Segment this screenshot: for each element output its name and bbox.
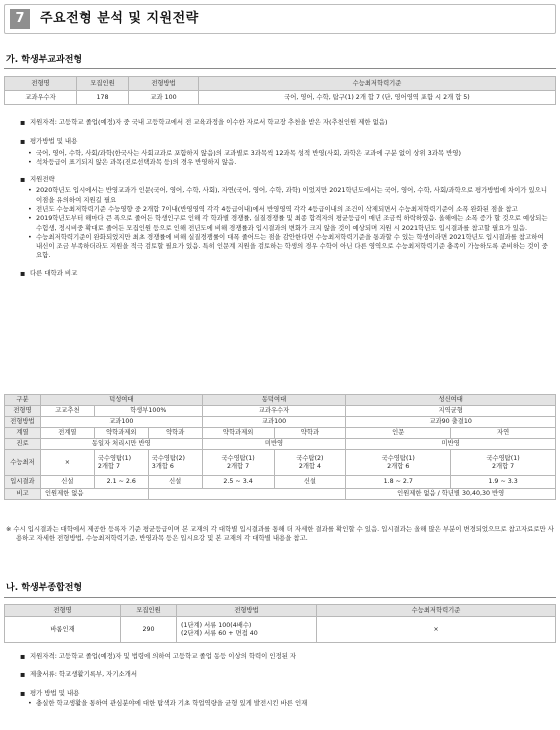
table-cell xyxy=(148,489,346,500)
row-label: 수능최저 xyxy=(5,450,41,476)
table-cell: 178 xyxy=(77,91,129,105)
table-cell: 1.9 ~ 3.3 xyxy=(451,476,556,489)
strategy-title: ▪ 지원전략 xyxy=(20,175,550,184)
row-label: 전형명 xyxy=(5,406,41,417)
table-cell: 교과우수자 xyxy=(202,406,346,417)
table-cell: 고교추천 xyxy=(40,406,94,417)
table-header: 덕성여대 xyxy=(40,395,202,406)
eval-title: ▪ 평가방법 및 내용 xyxy=(20,137,550,146)
table-cell: 국수영탐(1) 2개합 6 xyxy=(346,450,451,476)
part-a-title: 가. 학생부교과전형 xyxy=(6,55,83,65)
table-header: 성신여대 xyxy=(346,395,556,406)
table-cell: 2.5 ~ 3.4 xyxy=(202,476,274,489)
compare-title: ▪ 다른 대학과 비교 xyxy=(20,269,550,278)
table-cell: 동일자 처리시만 반영 xyxy=(40,439,202,450)
list-item: • 2019학년도부터 해마다 큰 폭으로 줄어든 학생인구로 인해 각 학과별 경쟁률, 실질경쟁률 및 최종 합격자의 평균등급이 매년 조금씩 하락하였음. 올해에는 소폭 증가 할 것으로 예상되는 수험생, 정시비중 확대로 줄어든 모집인원 등으로 인해 전년도에 비해 경쟁률과 입시결과의 변화가 크지 않을 것이 예상되며 지원 시 2021학년도 입시결과를 참고할 필요가 있음. xyxy=(20,214,550,233)
table-cell: 국수탐(2) 2개합 4 xyxy=(274,450,346,476)
table-cell: 약학과 xyxy=(274,428,346,439)
list-item: • 석차등급이 표기되지 않은 과목(진로선택과목 등)의 경우 반영하지 않음. xyxy=(20,158,550,167)
table-cell: 교과 100 xyxy=(129,91,199,105)
table-cell: 미반영 xyxy=(346,439,556,450)
table-cell: 인문 xyxy=(346,428,451,439)
list-item: • 국어, 영어, 수학, 사회/과학(한국사는 사회교과로 포함하지 않음)의 교과별로 3과목씩 12과목 성적 반영(사회, 과학은 교과에 구분 없이 상위 3과목 반영) xyxy=(20,149,550,158)
table-cell: 전계열 xyxy=(40,428,94,439)
table-header: 구분 xyxy=(5,395,41,406)
section-header xyxy=(4,4,556,34)
method-line: (1단계) 서류 100(4배수) xyxy=(181,621,252,629)
table-cell: 미반영 xyxy=(202,439,346,450)
comparison-table xyxy=(4,394,556,500)
table-cell: 교과우수자 xyxy=(5,91,77,105)
part-b-summary-table xyxy=(4,604,556,643)
table-cell: 국수영탐(1) 2개합 7 xyxy=(94,450,148,476)
row-label: 입시결과 xyxy=(5,476,41,489)
section-title: 주요전형 분석 및 지원전략 xyxy=(40,10,199,26)
documents-text: ▪ 제출서류: 학교생활기록부, 자기소개서 xyxy=(20,670,550,679)
table-cell: 신설 xyxy=(148,476,202,489)
table-cell: 교과100 xyxy=(40,417,202,428)
table-header: 수능최저학력기준 xyxy=(199,77,556,91)
table-header: 전형명 xyxy=(5,605,121,617)
list-item: • 전년도 수능최저학력기준 수능영향 중 2개합 7이내(반영영역 각각 4등급이내)에서 반영영역 각각 4등급이내의 조건이 삭제되면서 수능최저학력기준이 소폭 완화된 점을 참고 xyxy=(20,205,550,214)
table-cell: 지역균형 xyxy=(346,406,556,417)
row-label: 진로 xyxy=(5,439,41,450)
table-cell: 교과90 출결10 xyxy=(346,417,556,428)
table-cell: 국수영탐(1) 2개합 7 xyxy=(451,450,556,476)
method-line: (2단계) 서류 60 + 면접 40 xyxy=(181,629,258,637)
part-a-body xyxy=(20,118,550,281)
row-label: 전형방법 xyxy=(5,417,41,428)
row-label: 비고 xyxy=(5,489,41,500)
table-cell: 인원제한 없음 / 학년별 30,40,30 반영 xyxy=(346,489,556,500)
table-header: 전형방법 xyxy=(129,77,199,91)
eval-title: ▪ 평가 방법 및 내용 xyxy=(20,689,550,698)
table-cell: 약학과제외 xyxy=(94,428,148,439)
table-cell: 2.1 ~ 2.6 xyxy=(94,476,148,489)
table-header: 동덕여대 xyxy=(202,395,346,406)
table-cell: 신설 xyxy=(274,476,346,489)
table-cell: 학생부100% xyxy=(94,406,202,417)
table-cell: 국어, 영어, 수학, 탐구(1) 2개 합 7 (단, 영어영역 포함 시 2개 합 5) xyxy=(199,91,556,105)
table-header: 전형명 xyxy=(5,77,77,91)
list-item: • 수능최저학력기준이 완화되었지만 최초 경쟁률에 비해 실질경쟁률이 대폭 줄어드는 점을 감안한다면 수능최저학력기준을 통과할 수 있는 학생이라면 2021학년도 입시결과를 참고하여 내신이 조금 부족하더라도 지원을 적극 검토할 필요가 있음. 특히 인문계 지원을 검토하는 학생의 경우 수학이 아닌 다른 영역으로 수능최저학력기준 충족이 가능하도록 준비하는 것이 중요함. xyxy=(20,233,550,261)
table-cell: 1.8 ~ 2.7 xyxy=(346,476,451,489)
table-cell: 신설 xyxy=(40,476,94,489)
list-item: • 2020학년도 입시에서는 반영교과가 인문(국어, 영어, 수학, 사회), 자연(국어, 영어, 수학, 과학) 이었지만 2021학년도에서는 국어, 영어, 수학, 사회/과학으로 평가방법에 차이가 있으니 이점을 유의하여 지원길 필요 xyxy=(20,186,550,205)
part-a-summary-table xyxy=(4,76,556,105)
table-cell: 290 xyxy=(121,617,177,643)
table-header: 전형방법 xyxy=(177,605,317,617)
table-cell: 약학과제외 xyxy=(202,428,274,439)
table-cell xyxy=(177,617,317,643)
footnote: ※ 수시 입시결과는 대학에서 제공한 등록자 기준 평균등급이며 본 교재의 각 대학별 입시결과를 통해 더 자세한 결과를 확인할 수 있음. 입시결과는 올해 많은 부분이 변경되었으므로 참고자료로만 사용하고 자세한 전형방법, 수능최저학력기준, 반영과목 등은 입시요강 및 본 교재의 각 대학별 내용을 참고. xyxy=(6,525,554,543)
table-cell: 국수영탐(2) 3개합 6 xyxy=(148,450,202,476)
table-cell: 국수영탐(1) 2개합 7 xyxy=(202,450,274,476)
list-item: • 충실한 학교생활을 통하여 관심분야에 대한 탐색과 기초 학업역량을 균형 있게 발전시킨 바른 인재 xyxy=(20,699,550,708)
table-cell: 교과100 xyxy=(202,417,346,428)
section-number: 7 xyxy=(10,9,30,29)
table-header: 모집인원 xyxy=(77,77,129,91)
table-header: 모집인원 xyxy=(121,605,177,617)
table-cell: × xyxy=(40,450,94,476)
divider xyxy=(4,597,556,598)
part-b-title: 나. 학생부종합전형 xyxy=(6,583,83,593)
part-b-body xyxy=(20,652,550,708)
divider xyxy=(4,68,556,69)
qualification-text: ▪ 지원자격: 고등학교 졸업(예정)자 및 법령에 의하여 고등학교 졸업 동등 이상의 학력이 인정된 자 xyxy=(20,652,550,661)
table-cell: 자연 xyxy=(451,428,556,439)
row-label: 계열 xyxy=(5,428,41,439)
table-cell: 인원제한 없음 xyxy=(40,489,148,500)
table-cell: 약학과 xyxy=(148,428,202,439)
table-cell: × xyxy=(317,617,556,643)
qualification-text: ▪ 지원자격: 고등학교 졸업(예정)자 중 국내 고등학교에서 전 교육과정을 이수한 자로서 학교장 추천을 받은 자(추천인원 제한 없음) xyxy=(20,118,550,127)
table-header: 수능최저학력기준 xyxy=(317,605,556,617)
table-cell: 바롬인재 xyxy=(5,617,121,643)
